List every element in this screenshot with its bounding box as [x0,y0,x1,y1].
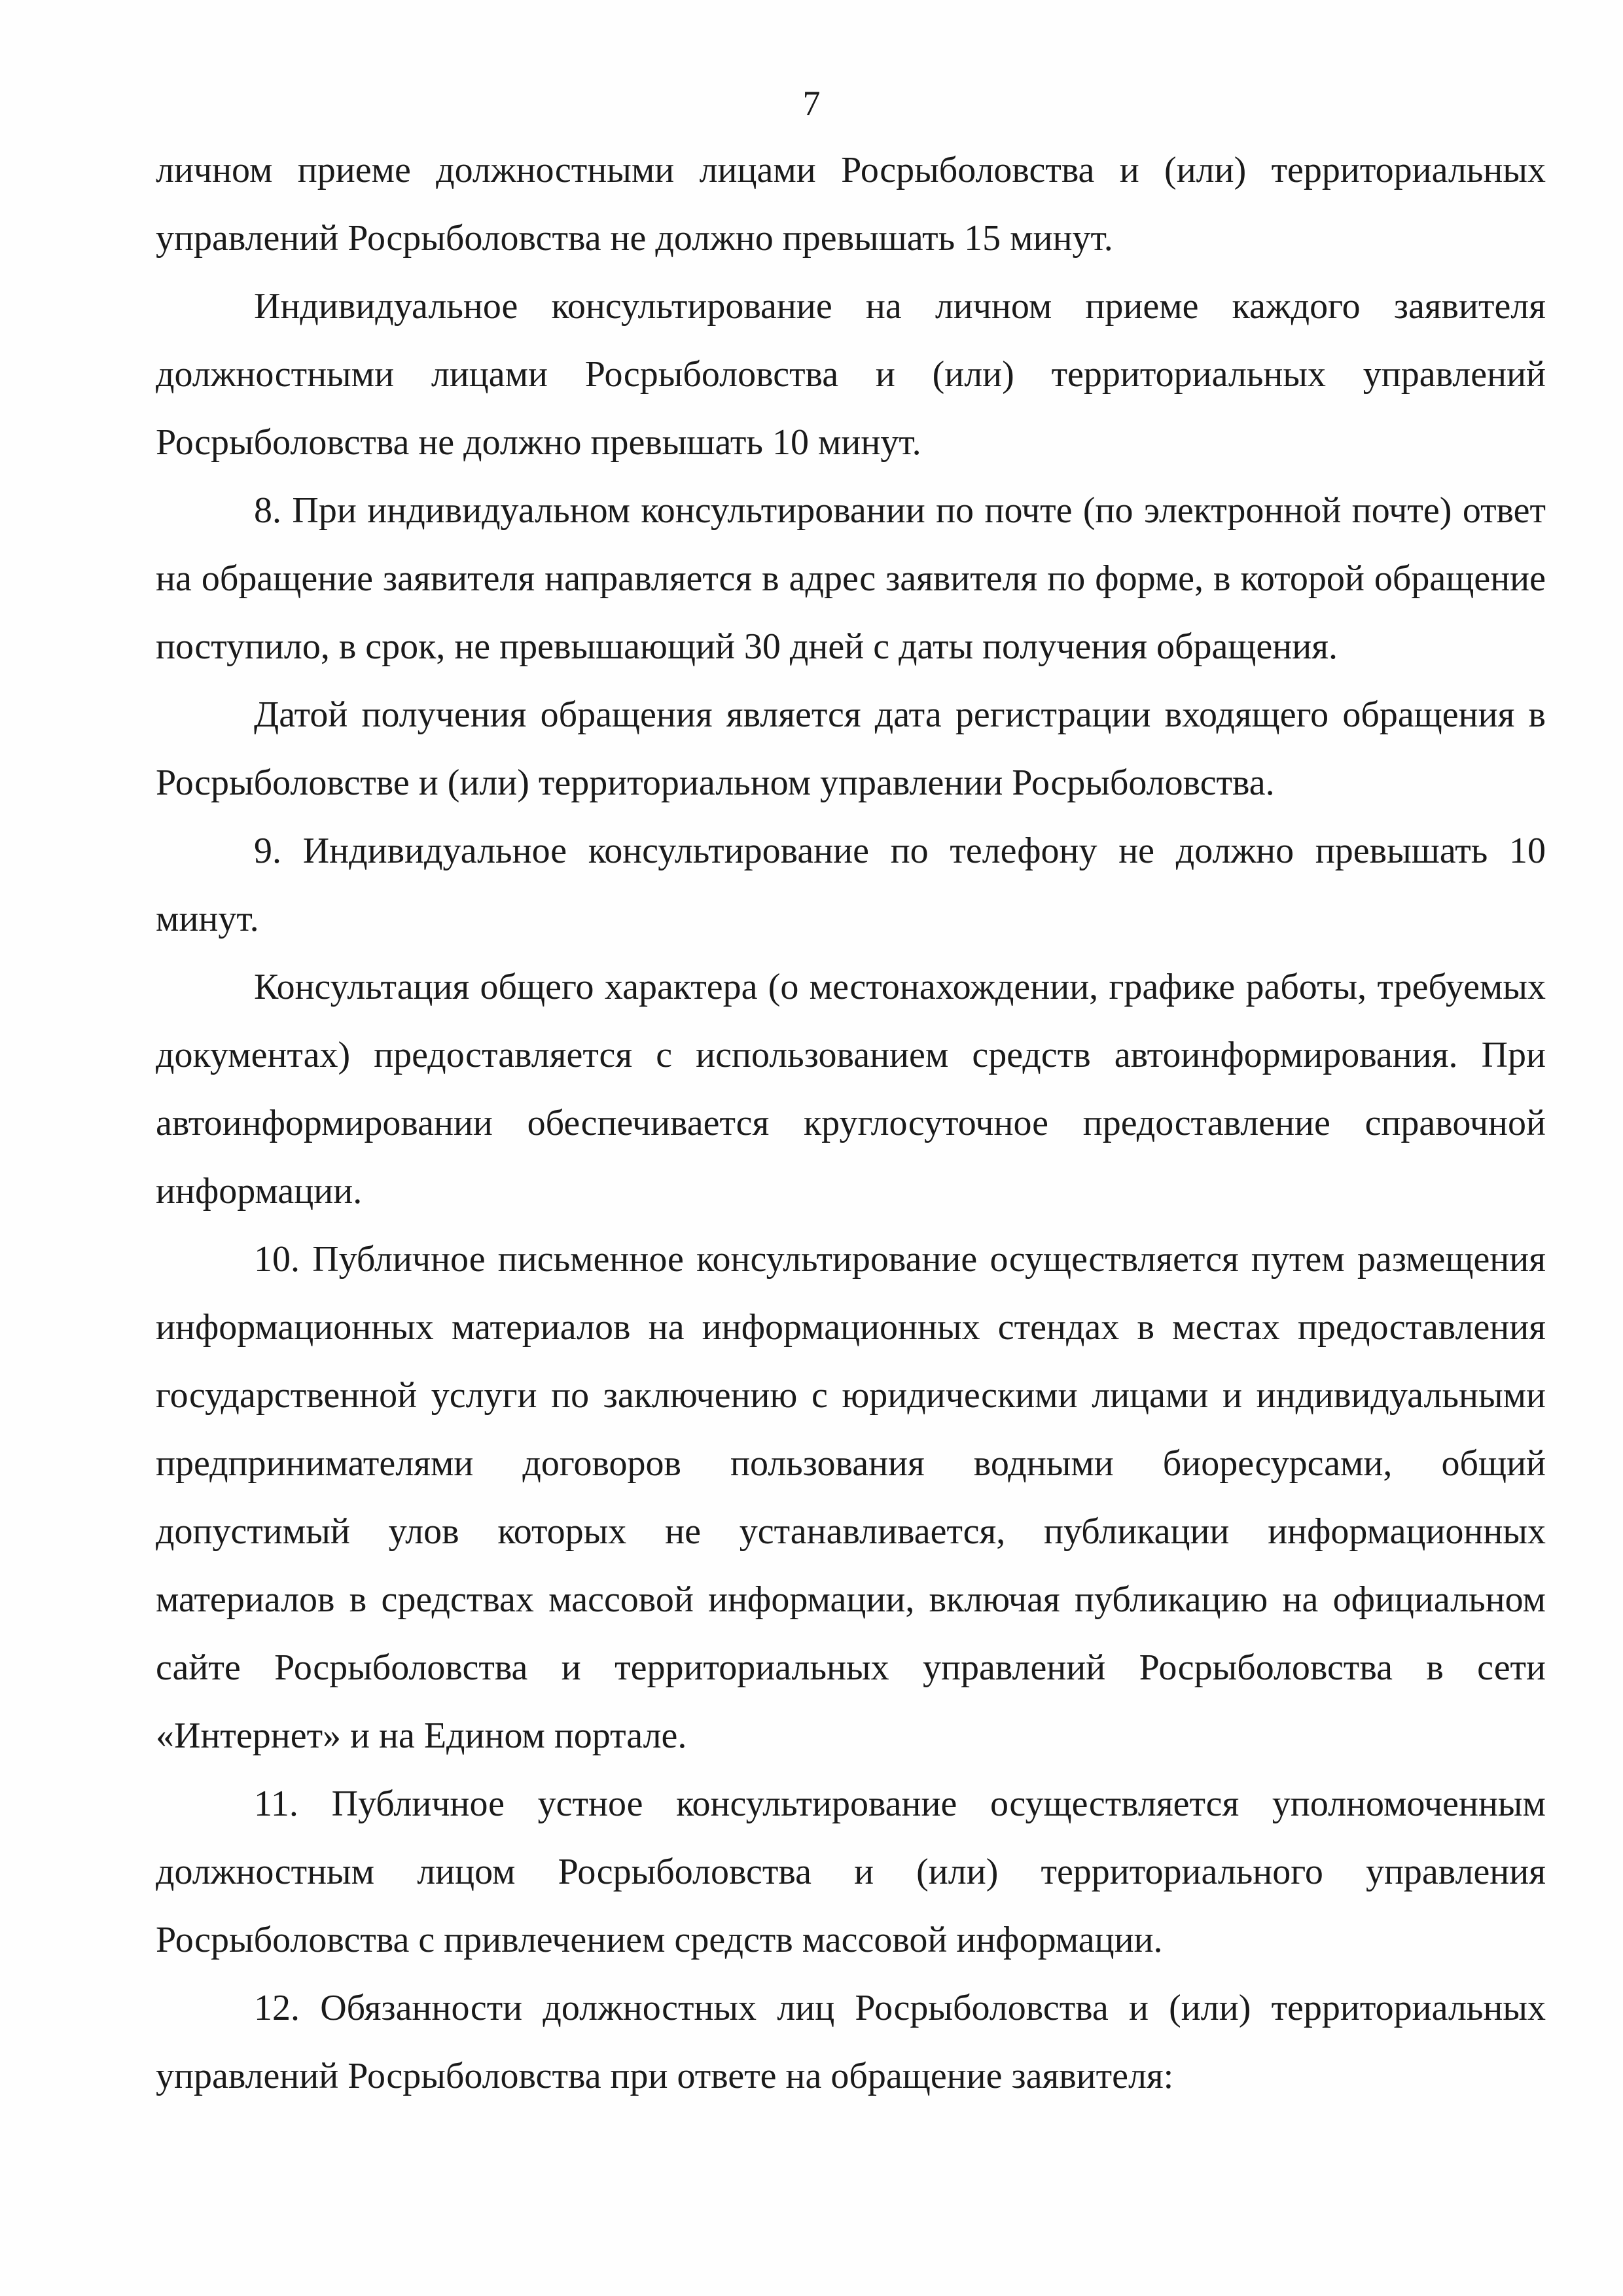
paragraph-receipt-date: Датой получения обращения является дата регистрации входящего обращения в Росрыболовстве и (или) территориальном управлении Росрыболовства. [156,694,1546,803]
paragraph-item-8: 8. При индивидуальном консультировании по почте (по электронной почте) ответ на обращение заявителя направляется в адрес заявителя по форме, в которой обращение поступило, в срок, не превышающий 30 дней с даты получения обращения. [156,490,1546,667]
paragraph-general-consultation: Консультация общего характера (о местонахождении, графике работы, требуемых документах) предоставляется с использованием средств автоинформирования. При автоинформировании обеспечивается круглосуточное предоставление справочной информации. [156,967,1546,1211]
paragraph-individual-consulting-time: Индивидуальное консультирование на личном приеме каждого заявителя должностными лицами Росрыболовства и (или) территориальных управлений Росрыболовства не должно превышать 10 минут. [156,286,1546,463]
page-number: 7 [802,84,821,123]
paragraph-item-11: 11. Публичное устное консультирование осуществляется уполномоченным должностным лицом Росрыболовства и (или) территориального управления Росрыболовства с привлечением средств массовой информации. [156,1784,1546,1960]
paragraph-item-9: 9. Индивидуальное консультирование по телефону не должно превышать 10 минут. [156,831,1546,939]
paragraph-continuation: личном приеме должностными лицами Росрыболовства и (или) территориальных управлений Росрыболовства не должно превышать 15 минут. [156,150,1546,259]
paragraph-item-10: 10. Публичное письменное консультирование осуществляется путем размещения информационных материалов на информационных стендах в местах предоставления государственной услуги по заключению с юридическими лицами и индивидуальными предпринимателями договоров пользования водными биоресурсами, общий допустимый улов которых не устанавливается, публикации информационных материалов в средствах массовой информации, включая публикацию на официальном сайте Росрыболовства и территориальных управлений Росрыболовства в сети «Интернет» и на Едином портале. [156,1239,1546,1756]
paragraph-item-12: 12. Обязанности должностных лиц Росрыболовства и (или) территориальных управлений Росрыболовства при ответе на обращение заявителя: [156,1988,1546,2096]
document-body [156,136,1546,2110]
